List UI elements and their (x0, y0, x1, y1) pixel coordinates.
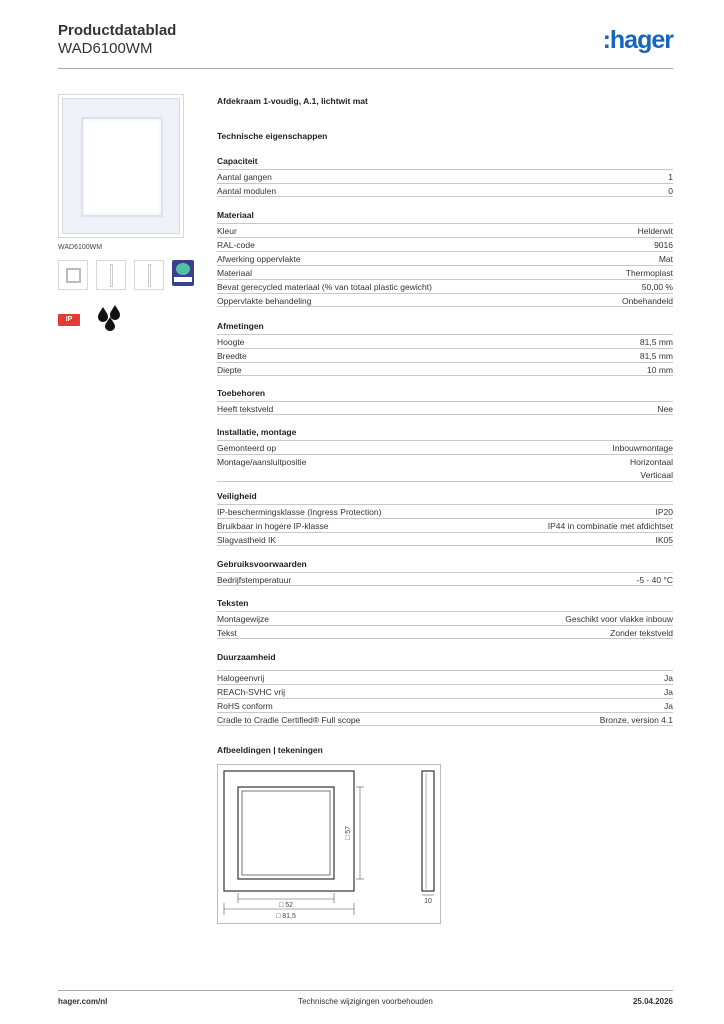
side-profile-icon (148, 264, 151, 287)
image-caption: WAD6100WM (58, 244, 103, 251)
spec-key: Breedte (217, 351, 247, 361)
frame-plate (62, 98, 180, 234)
spec-row (217, 611, 673, 625)
spec-row (217, 532, 673, 546)
section-title-capaciteit: Capaciteit (217, 156, 258, 166)
spec-key: Bedrijfstemperatuur (217, 575, 292, 585)
spec-value: IP20 (655, 507, 673, 517)
spec-value: Ja (664, 687, 673, 697)
eco-circle (176, 263, 190, 275)
spec-value: Ja (664, 673, 673, 683)
spec-key: RAL-code (217, 240, 255, 250)
spec-key: REACh-SVHC vrij (217, 687, 286, 697)
spec-value: 50,00 % (641, 282, 673, 292)
spec-value: 0 (668, 186, 673, 196)
spec-value: -5 - 40 °C (636, 575, 673, 585)
section-title-veiligheid: Veiligheid (217, 491, 257, 501)
section-title-afmetingen: Afmetingen (217, 321, 264, 331)
spec-row (217, 504, 673, 518)
thumbnail-side[interactable] (96, 260, 126, 290)
spec-value-2: Verticaal (640, 470, 673, 480)
spec-value: Horizontaal (630, 457, 673, 467)
spec-key: Bevat gerecycled materiaal (% van totaal plastic gewicht) (217, 282, 432, 292)
logo-text: hager (609, 26, 673, 54)
spec-value: Thermoplast (625, 268, 673, 278)
spec-row (217, 698, 673, 712)
spec-key: Diepte (217, 365, 242, 375)
section-title-installatie: Installatie, montage (217, 427, 297, 437)
spec-row (217, 572, 673, 586)
spec-key: Aantal gangen (217, 172, 272, 182)
spec-row (217, 183, 673, 197)
page-header (58, 22, 673, 68)
spec-row (217, 712, 673, 726)
spec-row (217, 223, 673, 237)
spec-key: Aantal modulen (217, 186, 277, 196)
spec-row (217, 265, 673, 279)
spec-key: Oppervlakte behandeling (217, 296, 312, 306)
spec-row (217, 670, 673, 684)
footer-disclaimer: Technische wijzigingen voorbehouden (298, 997, 433, 1006)
product-description: Afdekraam 1-voudig, A.1, lichtwit mat (217, 96, 368, 106)
spec-key: Montage/aansluitpositie (217, 457, 307, 467)
hager-logo (603, 26, 673, 55)
thumbnail-eco-label[interactable] (172, 260, 202, 290)
spec-row (217, 348, 673, 362)
spec-row (217, 279, 673, 293)
thumbnail-side-2[interactable] (134, 260, 164, 290)
spec-key: Cradle to Cradle Certified® Full scope (217, 715, 361, 725)
depth-dimension-label: 10 (424, 898, 432, 905)
spec-value: Onbehandeld (621, 296, 673, 306)
spec-key: Materiaal (217, 268, 252, 278)
spec-value: Bronze, version 4.1 (599, 715, 673, 725)
spec-key: Bruikbaar in hogere IP-klasse (217, 521, 329, 531)
spec-row (217, 251, 673, 265)
spec-key: RoHS conform (217, 701, 273, 711)
spec-key: Gemonteerd op (217, 443, 277, 453)
spec-row (217, 625, 673, 639)
spec-row (217, 237, 673, 251)
spec-key: Hoogte (217, 337, 245, 347)
spec-value: Ja (664, 701, 673, 711)
section-title-duurzaamheid: Duurzaamheid (217, 652, 276, 662)
spec-row (217, 293, 673, 307)
spec-row (217, 362, 673, 376)
spec-value: IP44 in combinatie met afdichtset (547, 521, 673, 531)
spec-value: Nee (657, 404, 673, 414)
section-title-toebehoren: Toebehoren (217, 388, 266, 398)
spec-row (217, 440, 673, 454)
spec-value: Helderwit (637, 226, 673, 236)
spec-value: IK05 (655, 535, 673, 545)
spec-key: Montagewijze (217, 614, 269, 624)
spec-value: 10 mm (647, 365, 673, 375)
square-frame-icon (66, 268, 81, 283)
spec-key: Heeft tekstveld (217, 404, 274, 414)
eco-label-icon (172, 260, 194, 286)
header-divider (58, 68, 673, 69)
inner-width-dimension-label: □ 52 (279, 902, 293, 909)
eco-band (174, 277, 192, 282)
page-footer (58, 997, 673, 1011)
spec-row (217, 454, 673, 482)
spec-value: Geschikt voor vlakke inbouw (565, 614, 673, 624)
tech-heading: Technische eigenschappen (217, 131, 328, 141)
section-title-materiaal: Materiaal (217, 210, 254, 220)
frame-opening (81, 117, 163, 217)
spec-value: 9016 (654, 240, 673, 250)
spec-value: Mat (658, 254, 673, 264)
spec-row (217, 518, 673, 532)
spec-key: Halogeenvrij (217, 673, 265, 683)
section-title-teksten: Teksten (217, 598, 249, 608)
spec-key: IP-beschermingsklasse (Ingress Protection) (217, 507, 382, 517)
spec-key: Tekst (217, 628, 237, 638)
thumbnail-front[interactable] (58, 260, 88, 290)
outer-width-dimension-label: □ 81,5 (276, 913, 296, 920)
logo-prefix: : (602, 26, 610, 54)
side-profile-icon (110, 264, 113, 287)
spec-value: Zonder tekstveld (610, 628, 673, 638)
water-drops-icon (96, 304, 124, 332)
opening-outline (238, 787, 334, 879)
height-dimension-label: □ 57 (345, 826, 352, 840)
spec-row (217, 334, 673, 348)
product-image (58, 94, 184, 238)
spec-value: 81,5 mm (639, 337, 673, 347)
opening-inner-outline (242, 791, 330, 875)
product-code: WAD6100WM (58, 40, 153, 57)
spec-row (217, 169, 673, 183)
spec-key: Afwerking oppervlakte (217, 254, 301, 264)
footer-divider (58, 990, 673, 991)
spec-key: Kleur (217, 226, 237, 236)
ip-rating-icon: IP (58, 314, 80, 326)
footer-website-link[interactable]: hager.com/nl (58, 997, 108, 1006)
dimension-drawing (218, 765, 442, 925)
spec-value: 1 (668, 172, 673, 182)
spec-value: 81,5 mm (639, 351, 673, 361)
section-title-gebruiksvoorwaarden: Gebruiksvoorwaarden (217, 559, 307, 569)
spec-row (217, 401, 673, 415)
spec-value: Inbouwmontage (612, 443, 673, 453)
footer-date: 25.04.2026 (632, 997, 673, 1006)
doc-title: Productdatablad (58, 22, 177, 39)
side-view-outline (422, 771, 434, 891)
drawings-title: Afbeeldingen | tekeningen (217, 745, 323, 755)
technical-drawing (217, 764, 441, 924)
spec-row (217, 684, 673, 698)
spec-key: Slagvastheid IK (217, 535, 277, 545)
